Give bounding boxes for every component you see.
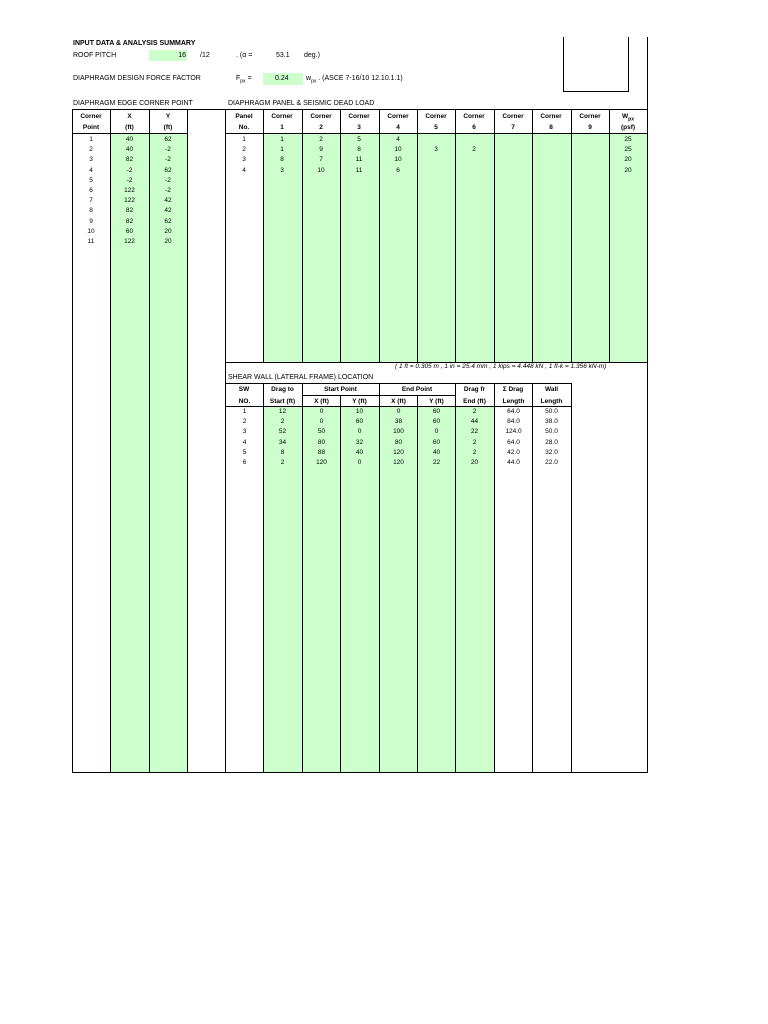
shear-header-cell: Drag to — [271, 386, 294, 393]
panel-header-cell: 8 — [549, 124, 553, 131]
corner-table-cell: -2 — [165, 176, 171, 184]
panel-table-cell: 1 — [280, 136, 284, 143]
panel-table-cell: 2 — [242, 146, 246, 154]
panel-header-cell: Corner — [540, 113, 562, 120]
panel-table-cell — [532, 145, 570, 155]
shear-header-cell: Length — [502, 398, 525, 405]
panel-table-cell — [494, 166, 532, 176]
shear-table-cell: 0 — [357, 459, 362, 466]
shear-table-cell: 60 — [432, 408, 441, 415]
shear-table-cell: 2 — [472, 438, 477, 446]
panel-header-cell: Corner — [271, 113, 293, 120]
panel-table-cell — [571, 155, 609, 165]
shear-table-cell: 52 — [278, 428, 287, 436]
shear-table-cell: 22 — [432, 459, 441, 466]
corner-header-cell: (ft) — [163, 124, 173, 131]
panel-header-cell: 5 — [434, 124, 438, 131]
panel-header-cell: 4 — [396, 124, 400, 131]
panel-table-cell — [494, 145, 532, 155]
panel-table-cell: 5 — [357, 136, 361, 143]
panel-header-cell: 9 — [588, 124, 592, 131]
panel-table-cell: 11 — [355, 166, 363, 174]
corner-header-cell: Corner — [80, 113, 102, 120]
roof-pitch-value[interactable]: 16 — [178, 52, 186, 59]
panel-table-cell: 10 — [394, 156, 402, 164]
panel-table-cell — [455, 155, 493, 165]
diaphragm-force-label: DIAPHRAGM DESIGN FORCE FACTOR — [73, 75, 201, 82]
shear-table-cell: 124.0 — [505, 428, 522, 436]
alpha-unit: deg.) — [304, 52, 320, 59]
shear-table-cell: 10 — [355, 408, 364, 415]
panel-table-cell — [532, 155, 570, 165]
shear-header-cell: Start Point — [324, 386, 357, 393]
shear-table-cell: 40 — [432, 448, 441, 456]
fpx-value[interactable]: 0.24 — [275, 75, 289, 82]
panel-table-cell: 7 — [319, 156, 323, 164]
shear-header-cell: End Point — [401, 386, 433, 393]
panel-table-cell — [417, 166, 455, 176]
shear-table-cell: 8 — [280, 448, 285, 456]
panel-header-cell: 3 — [357, 124, 361, 131]
panel-header-cell: Corner — [348, 113, 370, 120]
panel-header-cell: Corner — [310, 113, 332, 120]
panel-table-cell: 20 — [624, 156, 632, 164]
corner-table-cell: 5 — [89, 176, 93, 184]
panel-table-cell — [571, 166, 609, 176]
panel-table-cell — [494, 135, 532, 145]
shear-table-cell: 28.0 — [545, 438, 558, 446]
panel-table-cell — [532, 135, 570, 145]
panel-header-cell: No. — [238, 124, 250, 131]
shear-header-cell: NO. — [238, 398, 251, 405]
panel-table-cell — [494, 155, 532, 165]
panel-header-cell: Corner — [502, 113, 524, 120]
corner-table-cell: -2 — [126, 166, 133, 174]
shear-table-cell: 2 — [472, 408, 477, 415]
shear-table-cell: 50.0 — [545, 428, 558, 436]
shear-table-cell: 34 — [278, 438, 287, 446]
corner-table-cell: 122 — [124, 197, 135, 205]
shear-table-cell: 3 — [242, 428, 247, 436]
corner-table-cell: 42 — [164, 197, 172, 205]
summary-title: INPUT DATA & ANALYSIS SUMMARY — [73, 40, 196, 47]
panel-table-cell: 6 — [396, 166, 400, 174]
shear-table-cell: 80 — [317, 438, 326, 446]
panel-section-title: DIAPHRAGM PANEL & SEISMIC DEAD LOAD — [228, 100, 375, 107]
corner-table-cell: 40 — [125, 136, 134, 143]
corner-table-cell: 6 — [89, 187, 93, 194]
shear-table-cell: 1 — [242, 408, 247, 415]
panel-table-cell — [532, 166, 570, 176]
shear-table-cell: 2 — [280, 418, 285, 426]
panel-header-cell: Corner — [579, 113, 601, 120]
roof-pitch-denominator: /12 — [200, 52, 210, 59]
alpha-label: . (α = — [236, 52, 253, 59]
corner-table-cell: 7 — [89, 197, 93, 205]
shear-table-cell: 84.0 — [507, 418, 520, 426]
panel-table-cell: 10 — [317, 166, 325, 174]
corner-table-cell: 122 — [124, 238, 135, 245]
corner-table-cell: 1 — [89, 136, 93, 143]
shear-table-cell: 22 — [470, 428, 479, 436]
shear-header-cell: Drag fr — [463, 386, 486, 393]
shear-table-cell: 2 — [242, 418, 247, 426]
corner-table-cell: 40 — [125, 146, 134, 154]
corner-table-cell: 8 — [89, 207, 93, 215]
shear-section-title: SHEAR WALL (LATERAL FRAME) LOCATION — [228, 374, 374, 381]
panel-table-cell: 4 — [396, 136, 400, 143]
corner-table-cell: 42 — [164, 207, 172, 215]
panel-header-cell: (psf) — [620, 124, 636, 131]
shear-header-cell: Wall — [544, 386, 559, 393]
shear-table-cell: 60 — [432, 438, 441, 446]
panel-table-cell — [571, 145, 609, 155]
corner-table-cell: 122 — [124, 187, 135, 194]
panel-table-cell: 3 — [434, 146, 438, 154]
panel-header-cell: 2 — [319, 124, 323, 131]
shear-header-cell: SW — [238, 386, 250, 393]
shear-table-cell: 32 — [355, 438, 364, 446]
panel-table-cell: 3 — [242, 156, 246, 164]
shear-header-cell: End (ft) — [463, 398, 486, 405]
wpx-reference: $w_{px}$ . (ASCE 7-16/10 12.10.1.1) — [306, 75, 403, 85]
panel-header-cell: Panel — [235, 113, 253, 120]
panel-table-cell: 3 — [280, 166, 284, 174]
shear-table-cell: 2 — [280, 459, 285, 466]
panel-table-cell — [455, 166, 493, 176]
panel-table-cell: 8 — [280, 156, 284, 164]
panel-header-cell: Corner — [463, 113, 485, 120]
shear-table-cell: 38 — [394, 418, 403, 426]
corner-table-cell: 20 — [164, 227, 172, 235]
shear-header-cell: X (ft) — [314, 398, 329, 405]
shear-header-cell: X (ft) — [391, 398, 406, 405]
corner-table-cell: 62 — [164, 136, 172, 143]
corner-table-cell: 82 — [125, 207, 134, 215]
corner-table-cell: 82 — [125, 217, 134, 225]
shear-table-cell: 0 — [319, 408, 324, 415]
shear-table-cell: 0 — [319, 418, 324, 426]
panel-table-cell: 2 — [319, 136, 323, 143]
panel-table-cell: 2 — [472, 146, 476, 154]
panel-table-cell: 8 — [357, 146, 361, 154]
shear-table-cell: 44.0 — [507, 459, 520, 466]
shear-table-cell: 64.0 — [507, 438, 520, 446]
panel-table-cell: 9 — [319, 146, 323, 154]
shear-table-cell: 20 — [470, 459, 479, 466]
shear-table-cell: 120 — [393, 459, 404, 466]
panel-table-cell: 1 — [280, 146, 284, 154]
shear-table-cell: 60 — [432, 418, 441, 426]
shear-table-cell: 64.0 — [507, 408, 520, 415]
shear-table-cell: 50 — [317, 428, 326, 436]
panel-table-cell: 4 — [242, 166, 246, 174]
shear-table-cell: 38.0 — [545, 418, 558, 426]
shear-table-cell: 120 — [316, 459, 327, 466]
corner-table-cell: -2 — [165, 146, 171, 154]
shear-table-cell: 40 — [355, 448, 364, 456]
corner-table-cell: -2 — [165, 156, 171, 164]
corner-header-cell: (ft) — [125, 124, 134, 131]
panel-header-cell: 6 — [472, 124, 476, 131]
corner-table-cell: 20 — [164, 238, 172, 245]
panel-table-cell: 10 — [394, 146, 402, 154]
shear-table-cell: 32.0 — [545, 448, 558, 456]
shear-table-cell: 120 — [393, 448, 404, 456]
units-note: ( 1 ft = 0.305 m , 1 in = 25.4 mm , 1 kips = 4.448 kN , 1 ft-k = 1.356 kN-m) — [395, 363, 607, 370]
panel-table-cell: 1 — [242, 136, 246, 143]
shear-header-cell: Start (ft) — [269, 398, 296, 405]
shear-table-cell: 88 — [317, 448, 326, 456]
shear-header-cell: Y (ft) — [429, 398, 444, 405]
w-subscript: px — [628, 116, 634, 123]
corner-header-cell: X — [127, 113, 132, 120]
shear-table-cell: 0 — [357, 428, 362, 436]
shear-table-cell: 80 — [394, 438, 403, 446]
panel-header-cell: 1 — [280, 124, 284, 131]
corner-table-cell: 82 — [125, 156, 134, 164]
corner-table-cell: -2 — [165, 187, 171, 194]
panel-table-cell: 25 — [624, 146, 632, 154]
shear-table-cell: 2 — [472, 448, 477, 456]
shear-table-cell: 12 — [278, 408, 287, 415]
corner-table-cell: 62 — [164, 166, 172, 174]
corner-section-title: DIAPHRAGM EDGE CORNER POINT — [73, 100, 193, 107]
shear-table-cell: 0 — [396, 408, 401, 415]
shear-table-cell: 60 — [355, 418, 364, 426]
shear-header-cell: Σ Drag — [502, 386, 524, 393]
panel-table-cell: 25 — [624, 136, 632, 143]
corner-header-cell: Point — [82, 124, 100, 131]
corner-table-cell: -2 — [126, 176, 133, 184]
corner-header-cell: Y — [165, 113, 171, 120]
shear-header-cell: Length — [540, 398, 563, 405]
corner-table-cell: 9 — [89, 217, 93, 225]
panel-table-cell: 20 — [624, 166, 632, 174]
panel-header-cell: 7 — [511, 124, 515, 131]
panel-table-cell — [571, 135, 609, 145]
roof-pitch-label: ROOF PITCH — [73, 52, 117, 59]
corner-table-cell: 4 — [89, 166, 93, 174]
panel-table-cell: 11 — [355, 156, 363, 164]
fpx-label: $F_{px}$ = — [236, 75, 252, 85]
corner-table-cell: 10 — [87, 227, 95, 235]
shear-table-cell: 100 — [393, 428, 404, 436]
panel-header-cell: Corner — [387, 113, 409, 120]
corner-table-cell: 2 — [89, 146, 93, 154]
corner-table-cell: 3 — [89, 156, 93, 164]
panel-header-cell: $W_{px}$ — [622, 113, 634, 123]
corner-table-cell: 11 — [87, 238, 95, 245]
shear-table-cell: 22.0 — [545, 459, 558, 466]
alpha-value: 53.1 — [276, 52, 290, 59]
corner-table-cell: 62 — [164, 217, 172, 225]
shear-table-cell: 4 — [242, 438, 247, 446]
shear-table-cell: 5 — [242, 448, 247, 456]
corner-table-cell: 60 — [125, 227, 134, 235]
panel-table-cell — [417, 135, 455, 145]
shear-header-cell: Y (ft) — [352, 398, 367, 405]
shear-table-cell: 42.0 — [507, 448, 520, 456]
panel-header-cell: Corner — [425, 113, 447, 120]
shear-table-cell: 50.0 — [545, 408, 558, 415]
panel-table-cell — [417, 155, 455, 165]
shear-table-cell: 44 — [470, 418, 479, 426]
panel-table-cell — [455, 135, 493, 145]
shear-table-cell: 0 — [434, 428, 439, 436]
shear-table-cell: 6 — [242, 459, 247, 466]
